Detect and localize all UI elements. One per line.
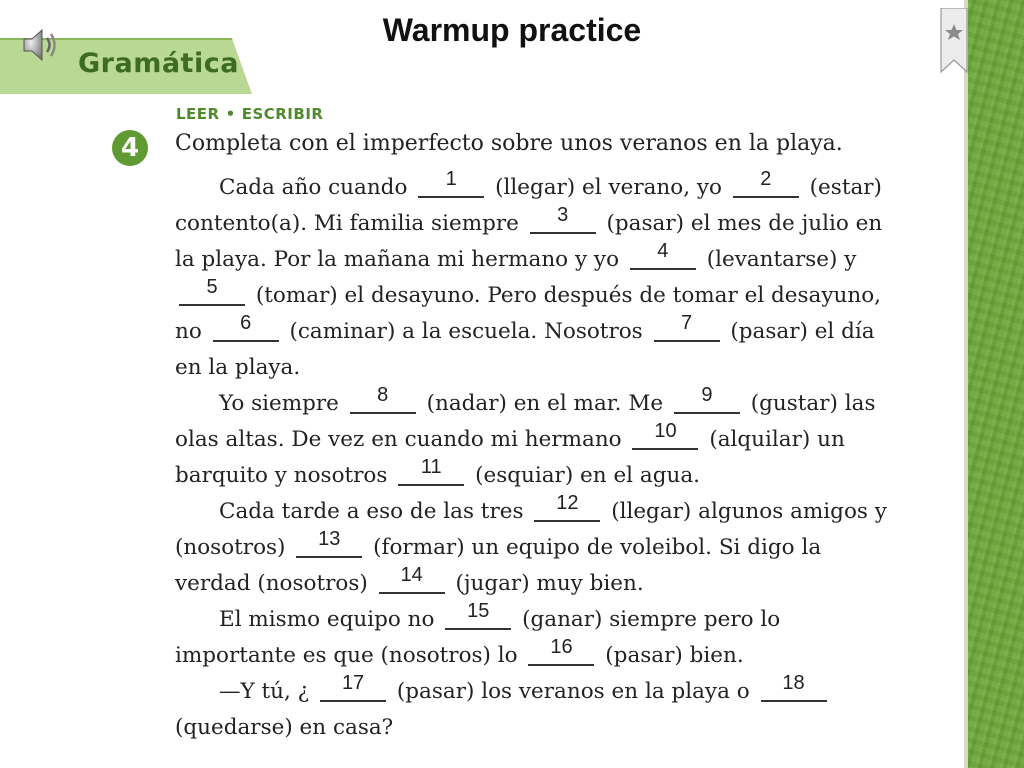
passage-line xyxy=(175,710,895,746)
passage-text: (esquiar) en el agua. xyxy=(475,463,700,488)
passage-text: no xyxy=(175,319,202,344)
skill-read-label: LEER xyxy=(176,105,220,123)
blank-number: 8 xyxy=(377,384,389,406)
answer-blank-3[interactable] xyxy=(530,206,596,234)
skill-write-label: ESCRIBIR xyxy=(241,105,324,123)
answer-blank-14[interactable] xyxy=(379,566,445,594)
blank-number: 7 xyxy=(680,312,693,334)
separator-dot: • xyxy=(225,105,236,123)
passage-line xyxy=(175,350,895,386)
passage-text: (gustar) las xyxy=(750,391,876,416)
slide-title: Warmup practice xyxy=(382,12,642,48)
blank-number: 13 xyxy=(318,528,341,550)
passage-line xyxy=(175,206,895,242)
passage-text: (pasar) bien. xyxy=(605,643,744,668)
passage-text: (pasar) el mes de julio en xyxy=(606,211,883,236)
answer-blank-10[interactable] xyxy=(632,422,698,450)
section-header xyxy=(176,105,323,123)
blank-number: 4 xyxy=(657,240,669,262)
tab-label: Gramática xyxy=(78,48,239,79)
passage-line xyxy=(175,422,895,458)
answer-blank-17[interactable] xyxy=(320,674,386,702)
passage-text: (pasar) el día xyxy=(730,319,875,344)
blank-number: 12 xyxy=(556,492,579,514)
passage-text: Yo siempre xyxy=(219,391,339,416)
blank-number: 3 xyxy=(557,204,569,226)
answer-blank-6[interactable] xyxy=(213,314,279,342)
passage-text: (jugar) muy bien. xyxy=(455,571,644,596)
passage-text: contento(a). Mi familia siempre xyxy=(175,211,519,236)
passage-line xyxy=(175,674,895,710)
passage-text: la playa. Por la mañana mi hermano y yo xyxy=(175,247,620,272)
passage-line xyxy=(175,386,895,422)
passage-line xyxy=(175,566,895,602)
passage-text: verdad (nosotros) xyxy=(175,571,368,596)
answer-blank-11[interactable] xyxy=(398,458,464,486)
passage-text: importante es que (nosotros) lo xyxy=(175,643,518,668)
answer-blank-1[interactable] xyxy=(418,170,484,198)
blank-number: 11 xyxy=(420,456,442,478)
blank-number: 14 xyxy=(400,564,423,586)
passage-text: (quedarse) en casa? xyxy=(175,715,394,740)
blank-number: 17 xyxy=(341,672,365,694)
answer-blank-8[interactable] xyxy=(350,386,416,414)
passage-line xyxy=(175,494,895,530)
passage-text: en la playa. xyxy=(175,355,301,380)
answer-blank-7[interactable] xyxy=(654,314,720,342)
exercise-passage xyxy=(175,170,895,746)
passage-text: (pasar) los veranos en la playa o xyxy=(396,679,750,704)
answer-blank-4[interactable] xyxy=(630,242,696,270)
passage-text: (llegar) algunos amigos y xyxy=(611,499,887,524)
bookmark-icon[interactable] xyxy=(939,8,969,74)
passage-text: (formar) un equipo de voleibol. Si digo la xyxy=(373,535,822,560)
answer-blank-18[interactable] xyxy=(761,674,827,702)
passage-text: (estar) xyxy=(809,175,882,200)
answer-blank-9[interactable] xyxy=(674,386,740,414)
passage-text: olas altas. De vez en cuando mi hermano xyxy=(175,427,622,452)
passage-line xyxy=(175,278,895,314)
blank-number: 5 xyxy=(206,276,218,298)
blank-number: 16 xyxy=(550,636,573,658)
answer-blank-15[interactable] xyxy=(445,602,511,630)
passage-text: —Y tú, ¿ xyxy=(219,679,310,704)
passage-text: (nosotros) xyxy=(175,535,286,560)
passage-line xyxy=(175,314,895,350)
answer-blank-13[interactable] xyxy=(296,530,362,558)
answer-blank-16[interactable] xyxy=(528,638,594,666)
passage-text: (nadar) en el mar. Me xyxy=(426,391,664,416)
passage-text: (alquilar) un xyxy=(709,427,845,452)
activity-instruction: Completa con el imperfecto sobre unos veranos en la playa. xyxy=(175,131,843,156)
blank-number: 1 xyxy=(445,168,457,190)
passage-text: (llegar) el verano, yo xyxy=(495,175,722,200)
passage-text: El mismo equipo no xyxy=(219,607,435,632)
blank-number: 9 xyxy=(701,384,713,406)
page-edge xyxy=(964,0,968,768)
activity-number-badge: 4 xyxy=(112,130,148,166)
blank-number: 15 xyxy=(467,600,490,622)
passage-text: (levantarse) y xyxy=(706,247,857,272)
passage-text: (tomar) el desayuno. Pero después de tomar el desayuno, xyxy=(255,283,881,308)
passage-line xyxy=(175,530,895,566)
answer-blank-5[interactable] xyxy=(179,278,245,306)
passage-text: (ganar) siempre pero lo xyxy=(522,607,781,632)
passage-line xyxy=(175,242,895,278)
passage-text: (caminar) a la escuela. Nosotros xyxy=(289,319,643,344)
answer-blank-2[interactable] xyxy=(733,170,799,198)
blank-number: 10 xyxy=(654,420,677,442)
passage-text: Cada tarde a eso de las tres xyxy=(219,499,524,524)
blank-number: 6 xyxy=(240,312,252,334)
blank-number: 2 xyxy=(760,168,772,190)
blank-number: 18 xyxy=(782,672,805,694)
passage-text: barquito y nosotros xyxy=(175,463,388,488)
answer-blank-12[interactable] xyxy=(534,494,600,522)
passage-text: Cada año cuando xyxy=(219,175,408,200)
